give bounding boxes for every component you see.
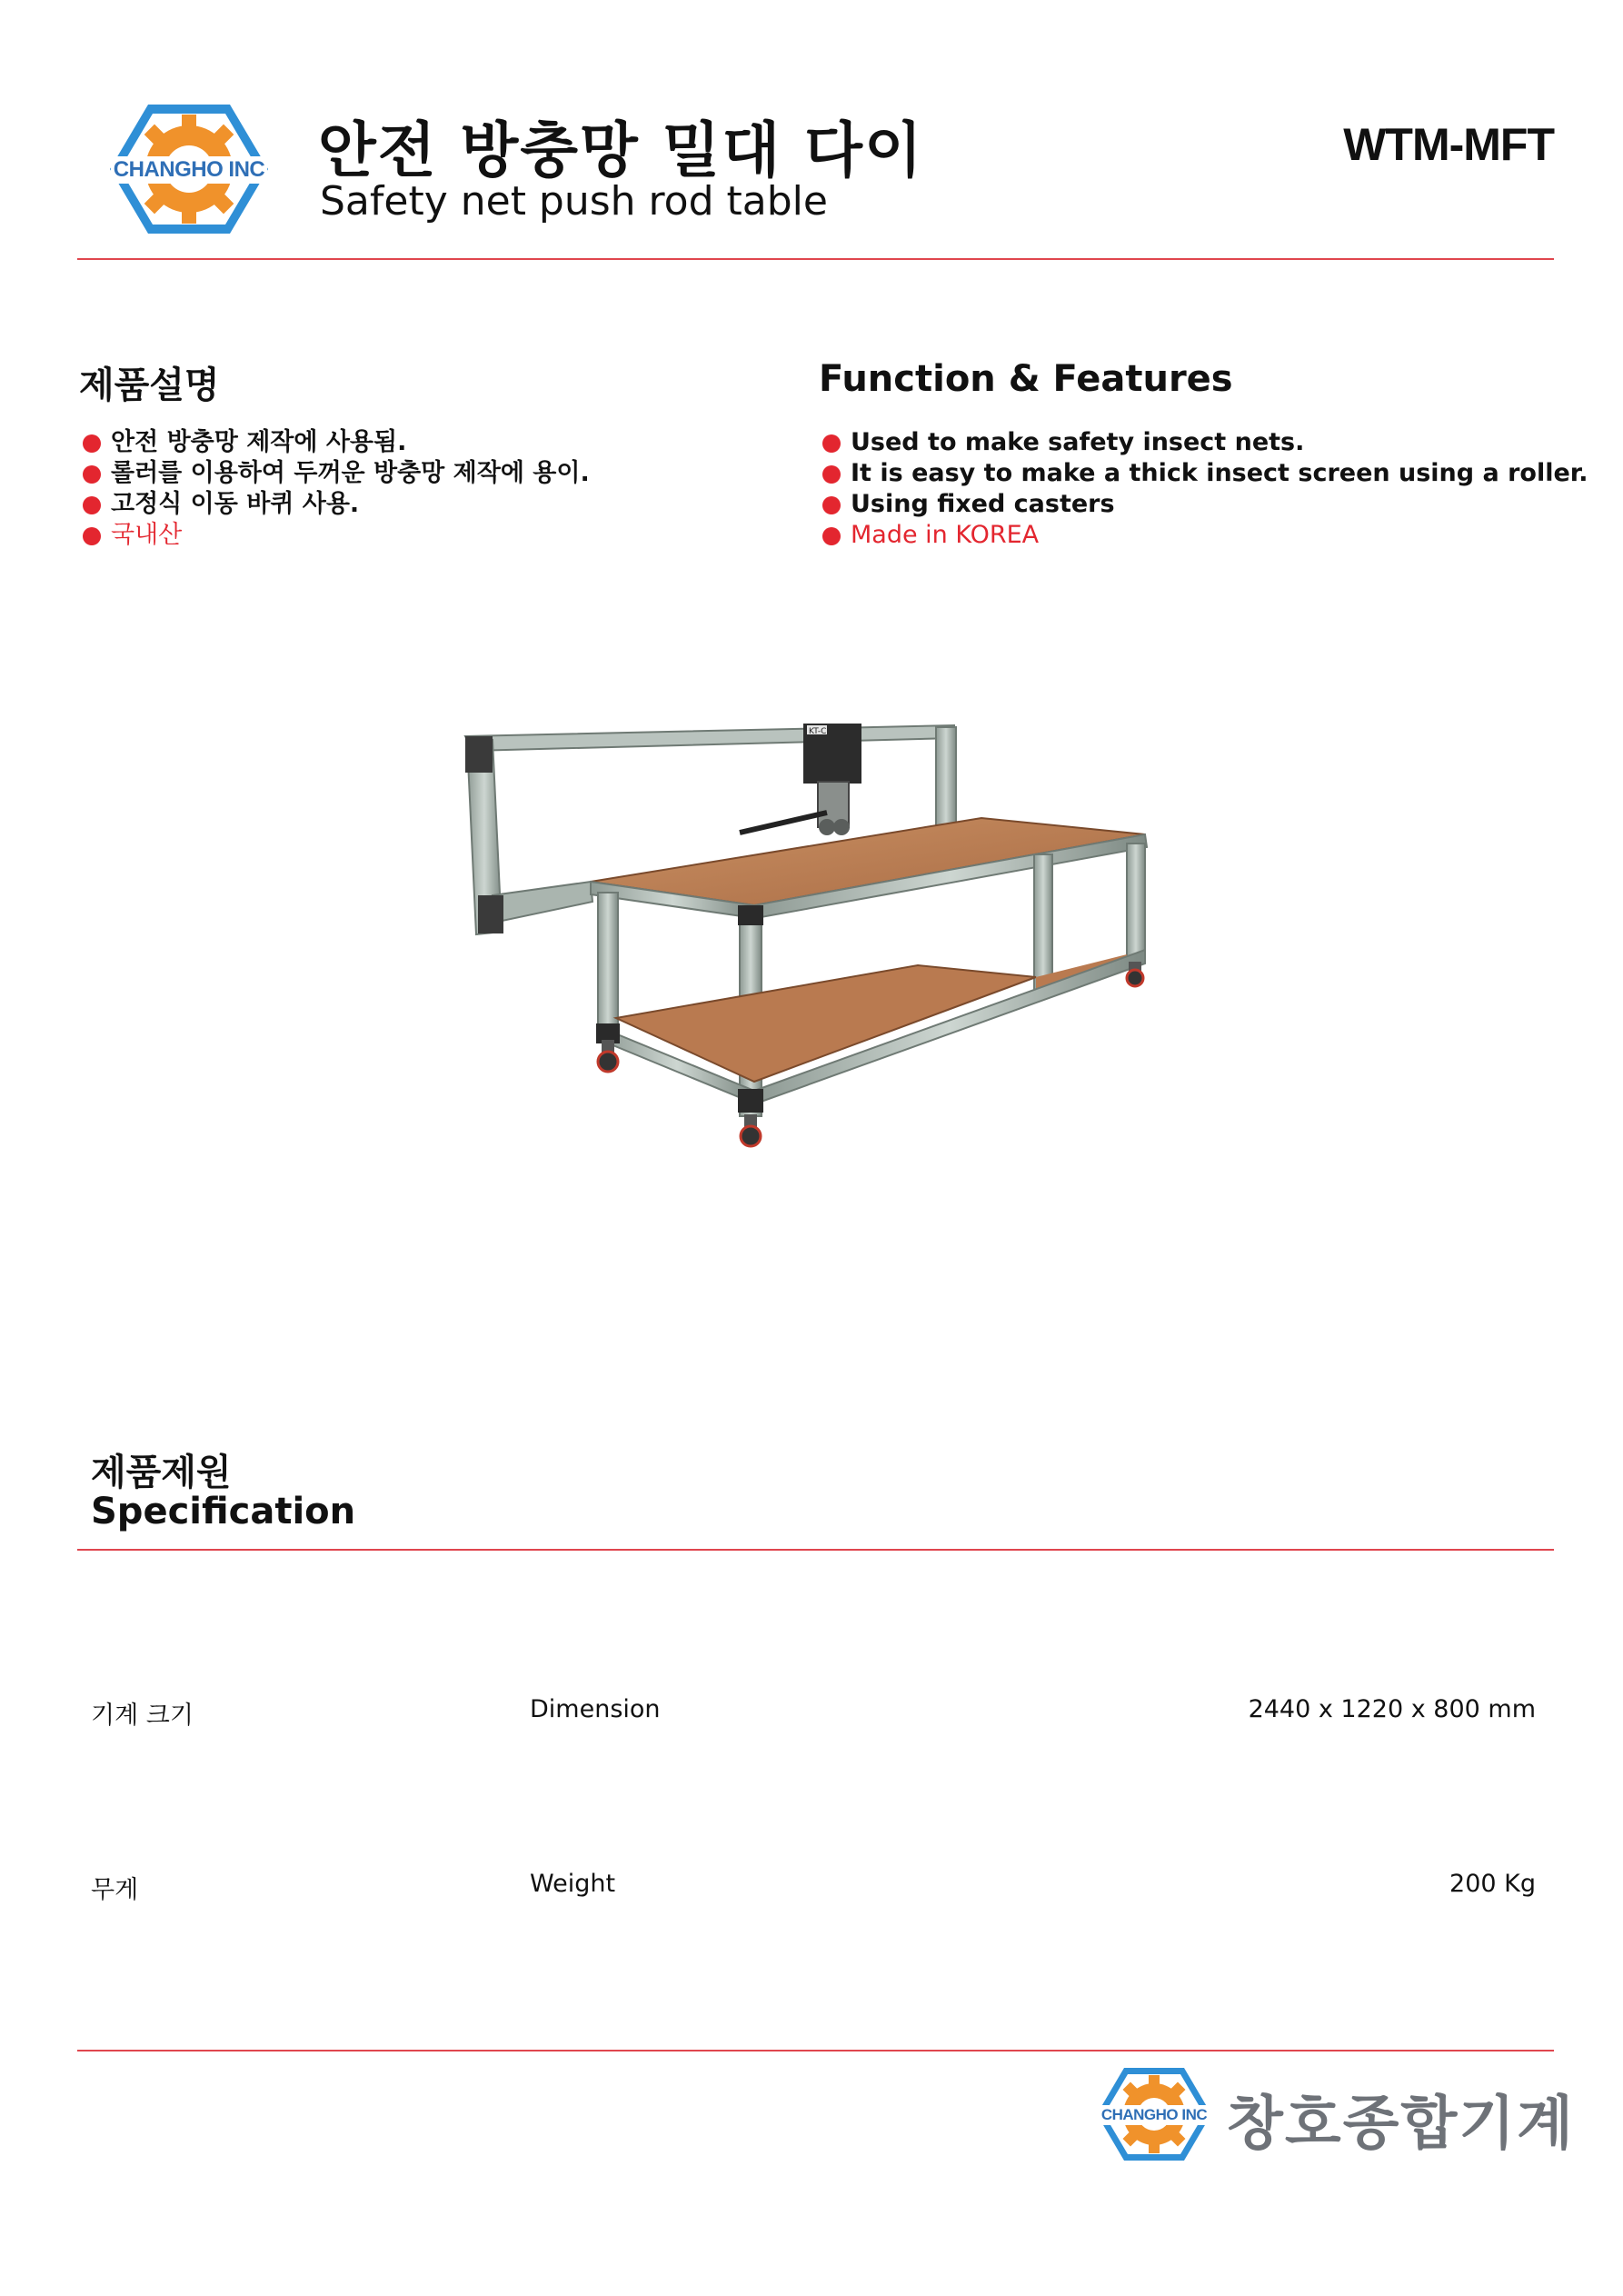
- list-item: 국내산: [80, 520, 590, 551]
- feature-list-en: [820, 427, 1588, 551]
- bullet-icon: [83, 527, 101, 545]
- spec-divider: [77, 1549, 1554, 1551]
- machine-label: KT-C: [809, 727, 827, 736]
- company-name-ko: 창호종합기계: [1227, 2091, 1575, 2158]
- bullet-icon: [822, 465, 841, 484]
- spec-label-ko: 기계 크기: [91, 1702, 194, 1730]
- list-item: Using fixed casters: [820, 489, 1588, 520]
- bullet-icon: [822, 527, 841, 545]
- description-heading-ko: 제품설명: [79, 364, 220, 406]
- list-item: 롤러를 이용하여 두꺼운 방충망 제작에 용이.: [80, 458, 590, 489]
- footer-logo: [1095, 2066, 1213, 2162]
- spec-row-weight: [91, 1870, 1536, 1910]
- company-logo: [107, 102, 271, 236]
- feature-list-ko: [80, 427, 590, 551]
- list-item: 안전 방충망 제작에 사용됨.: [80, 427, 590, 458]
- spec-row-dimension: [91, 1695, 1536, 1735]
- list-item: Made in KOREA: [820, 520, 1588, 551]
- spec-label-en: Dimension: [530, 1695, 661, 1723]
- bullet-icon: [83, 496, 101, 514]
- bullet-icon: [83, 465, 101, 484]
- spec-label-ko: 무게: [91, 1876, 139, 1904]
- list-item: Used to make safety insect nets.: [820, 427, 1588, 458]
- model-number: WTM-MFT: [1343, 119, 1554, 170]
- product-title-en: Safety net push rod table: [320, 178, 828, 225]
- header-divider: [77, 258, 1554, 260]
- spec-heading-ko: 제품제원: [91, 1452, 232, 1493]
- bullet-icon: [822, 434, 841, 453]
- list-item: 고정식 이동 바퀴 사용.: [80, 489, 590, 520]
- footer-divider: [77, 2050, 1554, 2051]
- list-item: It is easy to make a thick insect screen using a roller.: [820, 458, 1588, 489]
- spec-heading-en: Specification: [91, 1491, 356, 1532]
- logo-text: CHANGHO INC: [113, 157, 265, 182]
- footer-logo-text: CHANGHO INC: [1100, 2106, 1208, 2123]
- product-title-ko: 안전 방충망 밀대 다이: [318, 115, 924, 185]
- bullet-icon: [83, 434, 101, 453]
- spec-value: 2440 x 1220 x 800 mm: [1248, 1695, 1536, 1723]
- description-heading-en: Function & Features: [819, 358, 1233, 400]
- spec-label-en: Weight: [530, 1870, 616, 1898]
- spec-value: 200 Kg: [1449, 1870, 1536, 1898]
- product-photo: [445, 700, 1154, 1218]
- bullet-icon: [822, 496, 841, 514]
